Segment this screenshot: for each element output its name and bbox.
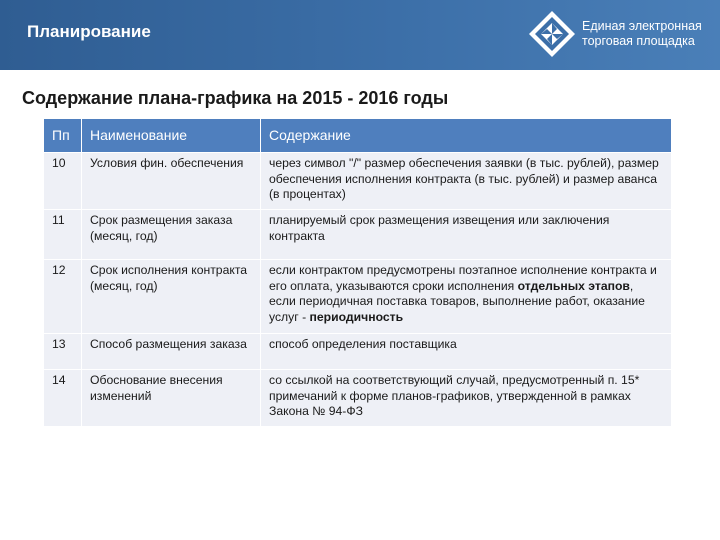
table-row (44, 334, 672, 370)
row-content: со ссылкой на соответствующий случай, предусмотренный п. 15* примечаний к форме планов-графиков, утвержденной в рамках Закона № 94-ФЗ (261, 370, 672, 427)
logo-text (582, 19, 702, 49)
row-name-line-2: (месяц, год) (90, 278, 158, 293)
table-row (44, 260, 672, 334)
row-name: Обоснование внесения изменений (82, 370, 261, 427)
row-name-line-1: Срок исполнения контракта (90, 263, 248, 277)
table-row (44, 210, 672, 260)
plan-schedule-table (43, 118, 672, 427)
column-header-name: Наименование (82, 119, 261, 153)
row-number: 13 (44, 334, 82, 370)
row-name: Способ размещения заказа (82, 334, 261, 370)
logo (528, 6, 714, 64)
row-name: Условия фин. обеспечения (82, 153, 261, 210)
row-number: 12 (44, 260, 82, 334)
section-title: Планирование (27, 22, 151, 41)
row-name (82, 260, 261, 334)
content-bold-stages: отдельных этапов (517, 278, 630, 293)
page-title: Содержание плана-графика на 2015 - 2016 годы (22, 88, 449, 108)
content-bold-periodicity: периодичность (309, 309, 404, 324)
content-text-1: если контрактом предусмотрены поэтапное исполнение контракта и его оплата, указываются сроки исполнения (269, 263, 657, 293)
row-content: способ определения поставщика (261, 334, 672, 370)
column-header-content: Содержание (261, 119, 672, 153)
eetp-logo-icon (528, 10, 576, 58)
row-name: Срок размещения заказа (месяц, год) (82, 210, 261, 260)
row-content: планируемый срок размещения извещения или заключения контракта (261, 210, 672, 260)
header-band (0, 0, 720, 70)
content-text-2: , если периодичная поставка товаров, выполнение работ, оказание услуг - (269, 278, 645, 324)
table-row (44, 370, 672, 427)
row-number: 11 (44, 210, 82, 260)
row-number: 10 (44, 153, 82, 210)
row-content: через символ "/" размер обеспечения заявки (в тыс. рублей), размер обеспечения исполнения контракта (в тыс. рублей) и размер аванса (в процентах) (261, 153, 672, 210)
logo-line-2: торговая площадка (582, 34, 695, 48)
row-content (261, 260, 672, 334)
logo-line-1: Единая электронная (582, 19, 702, 33)
row-number: 14 (44, 370, 82, 427)
table-header-row (44, 119, 672, 153)
column-header-number: Пп (44, 119, 82, 153)
table-row (44, 153, 672, 210)
